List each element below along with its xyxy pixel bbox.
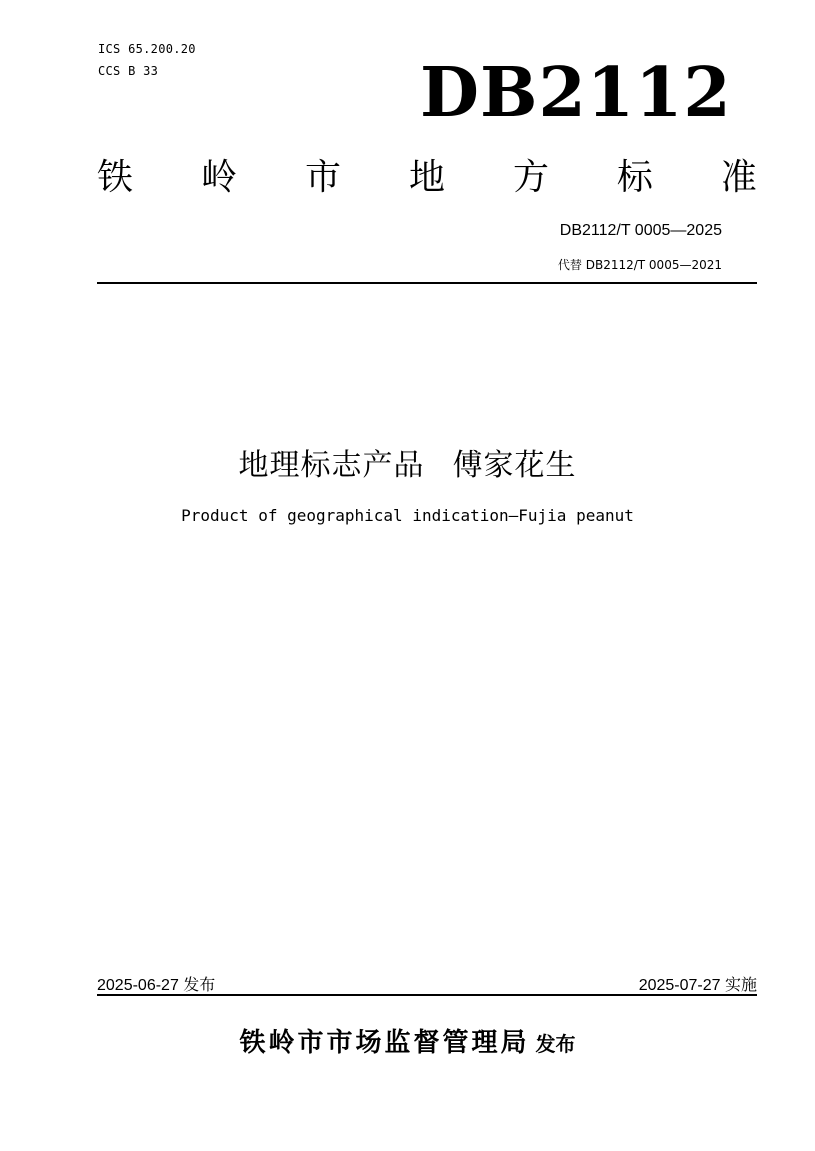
header-divider — [97, 282, 757, 284]
document-title-english: Product of geographical indication—Fujia peanut — [181, 506, 634, 525]
standard-type-char: 地 — [408, 156, 445, 198]
standard-type-char: 标 — [616, 156, 653, 198]
standard-type-char: 市 — [304, 156, 341, 198]
standard-code-large: DB2112 — [420, 53, 732, 133]
standard-type-char: 方 — [512, 156, 549, 198]
standard-type-title — [97, 146, 757, 202]
standard-number: DB2112/T 0005—2025 — [559, 222, 722, 239]
ics-code: ICS 65.200.20 — [98, 42, 196, 56]
footer-divider — [97, 994, 757, 996]
standard-type-char: 铁 — [97, 156, 134, 198]
title-category: 地理标志产品 — [238, 448, 425, 483]
ccs-code: CCS B 33 — [98, 64, 159, 78]
effective-date: 2025-07-27 实施 — [638, 977, 757, 994]
replaces-standard: 代替 DB2112/T 0005—2021 — [557, 258, 722, 272]
standard-type-char: 岭 — [200, 156, 237, 198]
publisher-name: 铁岭市市场监督管理局 — [239, 1028, 530, 1058]
document-title-chinese — [0, 440, 815, 484]
publisher-suffix: 发布 — [535, 1032, 576, 1056]
publish-date: 2025-06-27 发布 — [97, 977, 216, 994]
title-product: 傅家花生 — [452, 448, 577, 483]
standard-type-char: 准 — [720, 156, 757, 198]
publisher — [0, 1022, 815, 1059]
